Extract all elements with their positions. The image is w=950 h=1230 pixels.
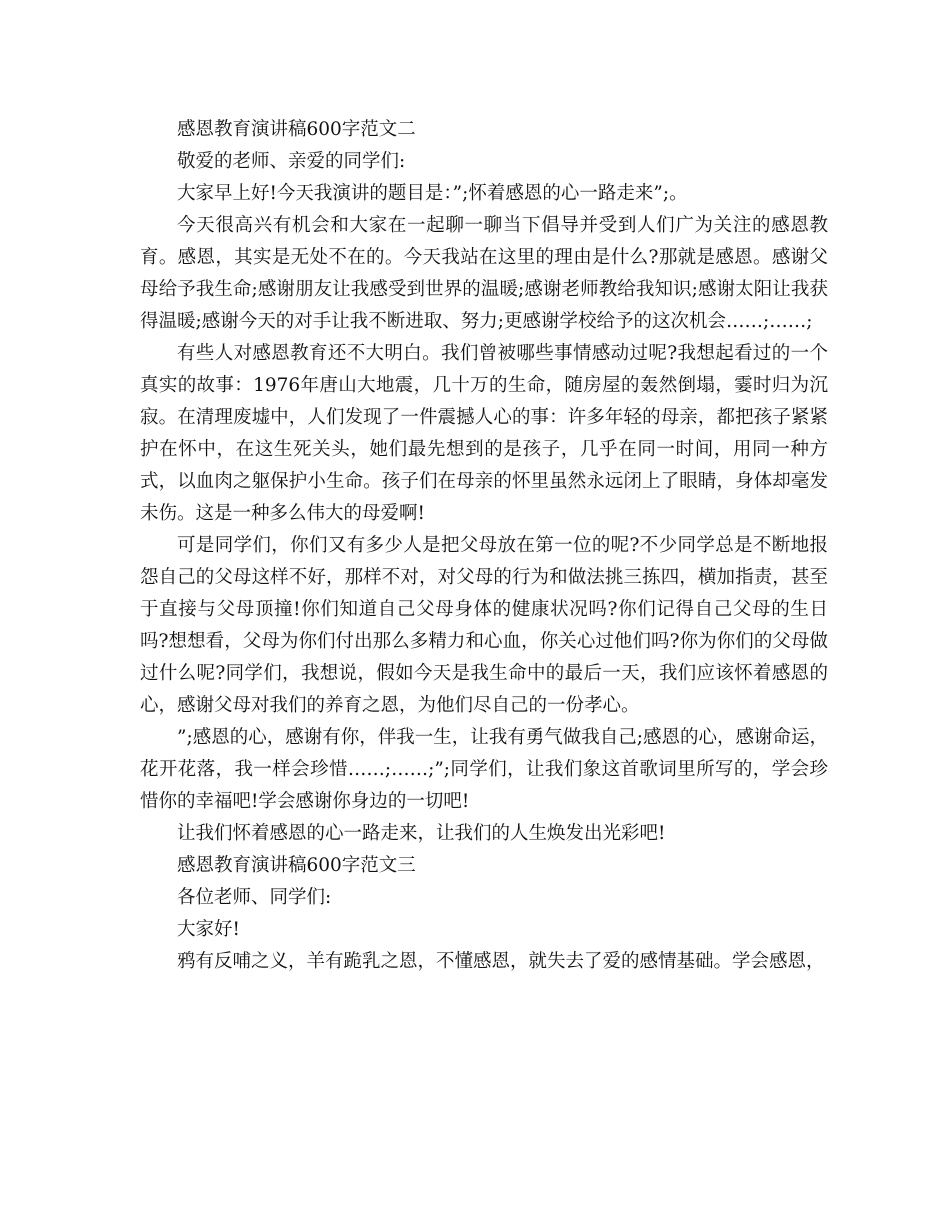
section-heading-two: 感恩教育演讲稿600字范文二 — [177, 119, 416, 140]
body-paragraph-parents: 可是同学们，你们又有多少人是把父母放在第一位的呢?不少同学总是不断地报怨自己的父母这样不好，那样不对，对父母的行为和做法挑三拣四，横加指责，甚至于直接与父母顶撞!你们知道自己父母身体的健康状况吗?你们记得自己父母的生日吗?想想看，父母为你们付出那么多精力和心血，你关心过他们吗?你为你们的父母做过什么呢?同学们，我想说，假如今天是我生命中的最后一天，我们应该怀着感恩的心，感谢父母对我们的养育之恩，为他们尽自己的一份孝心。 — [140, 535, 828, 716]
opening-line-two: 大家早上好!今天我演讲的题目是：”;怀着感恩的心一路走来”;。 — [177, 183, 688, 204]
opening-line-three: 大家好! — [177, 919, 240, 940]
greeting-three: 各位老师、同学们: — [177, 887, 332, 908]
closing-line-two: 让我们怀着感恩的心一路走来，让我们的人生焕发出光彩吧! — [177, 823, 666, 844]
section-heading-three: 感恩教育演讲稿600字范文三 — [177, 855, 416, 876]
body-paragraph-song-lyrics: ”;感恩的心，感谢有你，伴我一生，让我有勇气做我自己;感恩的心，感谢命运，花开花落，我一样会珍惜……;……;”;同学们，让我们象这首歌词里所写的，学会珍惜你的幸福吧!学会感谢你身边的一切吧! — [140, 727, 828, 812]
body-paragraph-gratitude: 今天很高兴有机会和大家在一起聊一聊当下倡导并受到人们广为关注的感恩教育。感恩，其实是无处不在的。今天我站在这里的理由是什么?那就是感恩。感谢父母给予我生命;感谢朋友让我感受到世界的温暖;感谢老师教给我知识;感谢太阳让我获得温暖;感谢今天的对手让我不断进取、努力;更感谢学校给予的这次机会……;……; — [140, 215, 828, 332]
body-paragraph-earthquake-story: 有些人对感恩教育还不大明白。我们曾被哪些事情感动过呢?我想起看过的一个真实的故事：1976年唐山大地震，几十万的生命，随房屋的轰然倒塌，霎时归为沉寂。在清理废墟中，人们发现了一件震撼人心的事：许多年轻的母亲，都把孩子紧紧护在怀中，在这生死关头，她们最先想到的是孩子，几乎在同一时间，用同一种方式，以血肉之躯保护小生命。孩子们在母亲的怀里虽然永远闭上了眼睛，身体却毫发未伤。这是一种多么伟大的母爱啊! — [140, 343, 828, 524]
greeting-two: 敬爱的老师、亲爱的同学们: — [177, 151, 406, 172]
document-page — [140, 114, 828, 978]
body-paragraph-three-start: 鸦有反哺之义，羊有跪乳之恩，不懂感恩，就失去了爱的感情基础。学会感恩， — [177, 951, 825, 972]
